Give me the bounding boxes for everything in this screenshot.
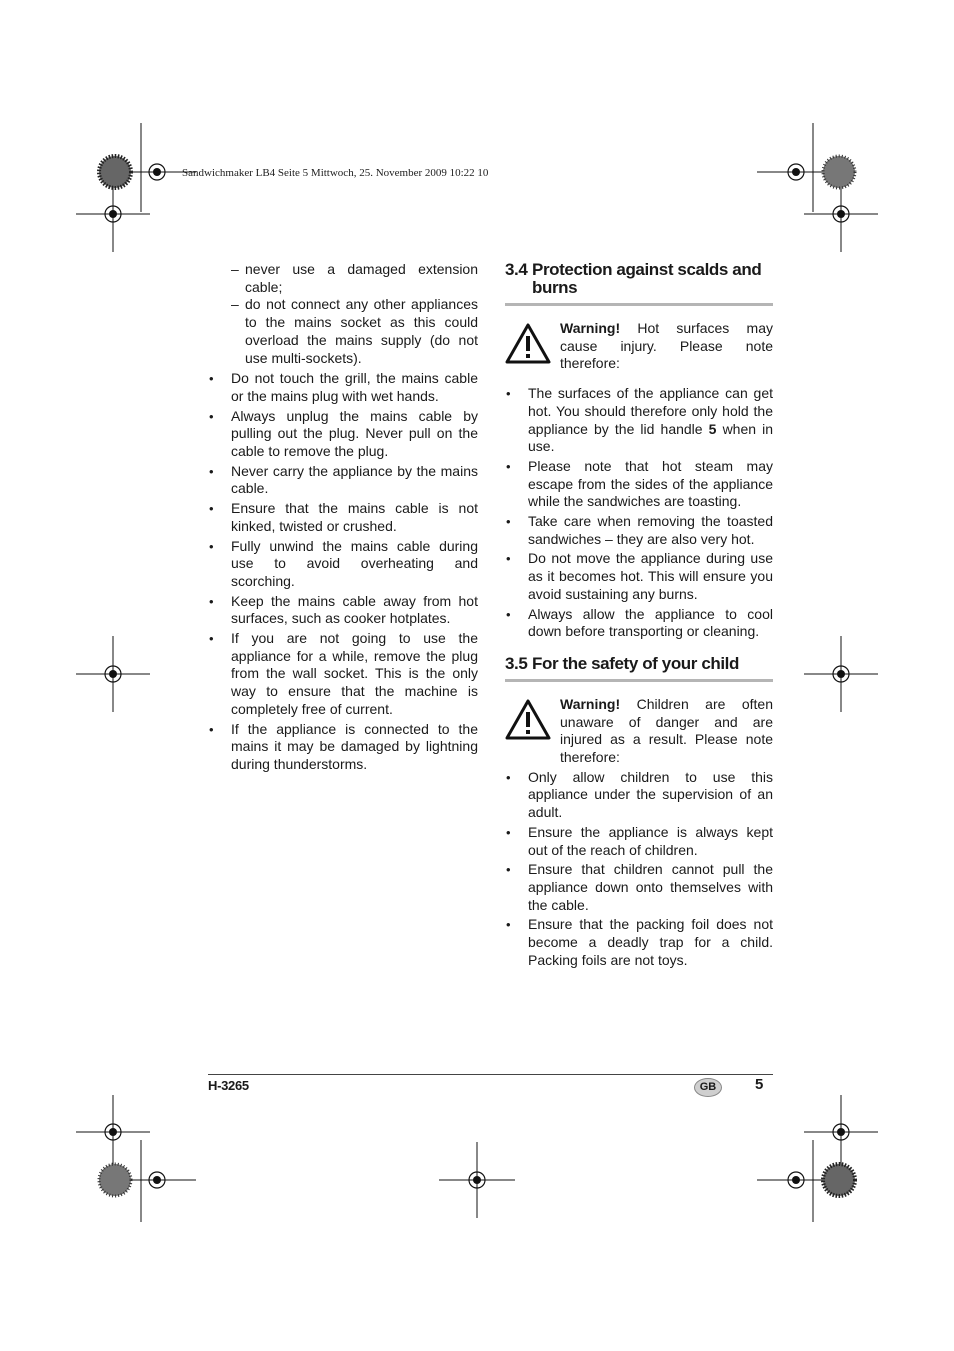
dash-item: – do not connect any other appliances to the mains socket as this could overload the mains supply (do not use multi-sockets). bbox=[231, 296, 478, 366]
list-item: • The surfaces of the appliance can get hot. You should therefore only hold the appliance by the lid handle 5 when in use. bbox=[506, 385, 774, 455]
section-heading-3-4: 3.4 Protection against scalds and burns bbox=[505, 261, 773, 306]
list-item: • Always unplug the mains cable by pulling out the plug. Never pull on the cable to remove the plug. bbox=[209, 407, 478, 460]
list-item: • Ensure that children cannot pull the appliance down onto themselves with the cable. bbox=[506, 861, 773, 913]
warning-block: Warning! Hot surfaces may cause injury. Please note therefore: bbox=[505, 320, 773, 373]
section-heading-3-5: 3.5 For the safety of your child bbox=[505, 655, 773, 682]
list-item: • Never carry the appliance by the mains cable. bbox=[209, 462, 478, 497]
warning-label: Warning! bbox=[560, 320, 621, 336]
page-number: 5 bbox=[755, 1076, 764, 1093]
list-item: • Always allow the appliance to cool down before transporting or cleaning. bbox=[506, 605, 773, 640]
list-item: • If you are not going to use the appliance for a while, remove the plug from the wall socket. This is the only way to ensure that the machine is completely free of current. bbox=[209, 630, 478, 717]
list-item: • Ensure that the mains cable is not kinked, twisted or crushed. bbox=[209, 500, 478, 534]
warning-block: Warning! Children are often unaware of danger and are injured as a result. Please note therefore: bbox=[505, 696, 773, 767]
language-badge: GB bbox=[694, 1078, 722, 1097]
list-item: • Only allow children to use this appliance under the supervision of an adult. bbox=[506, 768, 773, 821]
model-number: H-3265 bbox=[208, 1078, 249, 1093]
list-item: • Ensure that the packing foil does not become a deadly trap for a child. Packing foils are not toys. bbox=[506, 916, 773, 968]
list-item: • Ensure the appliance is always kept out of the reach of children. bbox=[506, 823, 773, 858]
right-column bbox=[505, 261, 773, 970]
list-item: • Keep the mains cable away from hot surfaces, such as cooker hotplates. bbox=[209, 592, 478, 627]
list-item: • Do not touch the grill, the mains cable or the mains plug with wet hands. bbox=[209, 370, 478, 404]
print-slug: Sandwichmaker LB4 Seite 5 Mittwoch, 25. November 2009 10:22 10 bbox=[182, 167, 489, 179]
list-item: • Do not move the appliance during use as it becomes hot. This will ensure you avoid sustaining any burns. bbox=[506, 550, 773, 602]
list-item: • Please note that hot steam may escape from the sides of the appliance while the sandwiches are toasting. bbox=[506, 457, 773, 510]
warning-triangle-icon bbox=[505, 698, 551, 740]
warning-triangle-icon bbox=[505, 322, 551, 364]
left-column bbox=[208, 261, 478, 774]
list-item: • Fully unwind the mains cable during use to avoid overheating and scorching. bbox=[209, 537, 478, 589]
list-item: • Take care when removing the toasted sandwiches – they are also very hot. bbox=[506, 513, 773, 547]
footer-rule bbox=[208, 1074, 773, 1075]
list-item: • If the appliance is connected to the mains it may be damaged by lightning during thunderstorms. bbox=[209, 720, 478, 772]
warning-label: Warning! bbox=[560, 695, 621, 712]
dash-item: – never use a damaged extension cable; bbox=[231, 261, 478, 295]
